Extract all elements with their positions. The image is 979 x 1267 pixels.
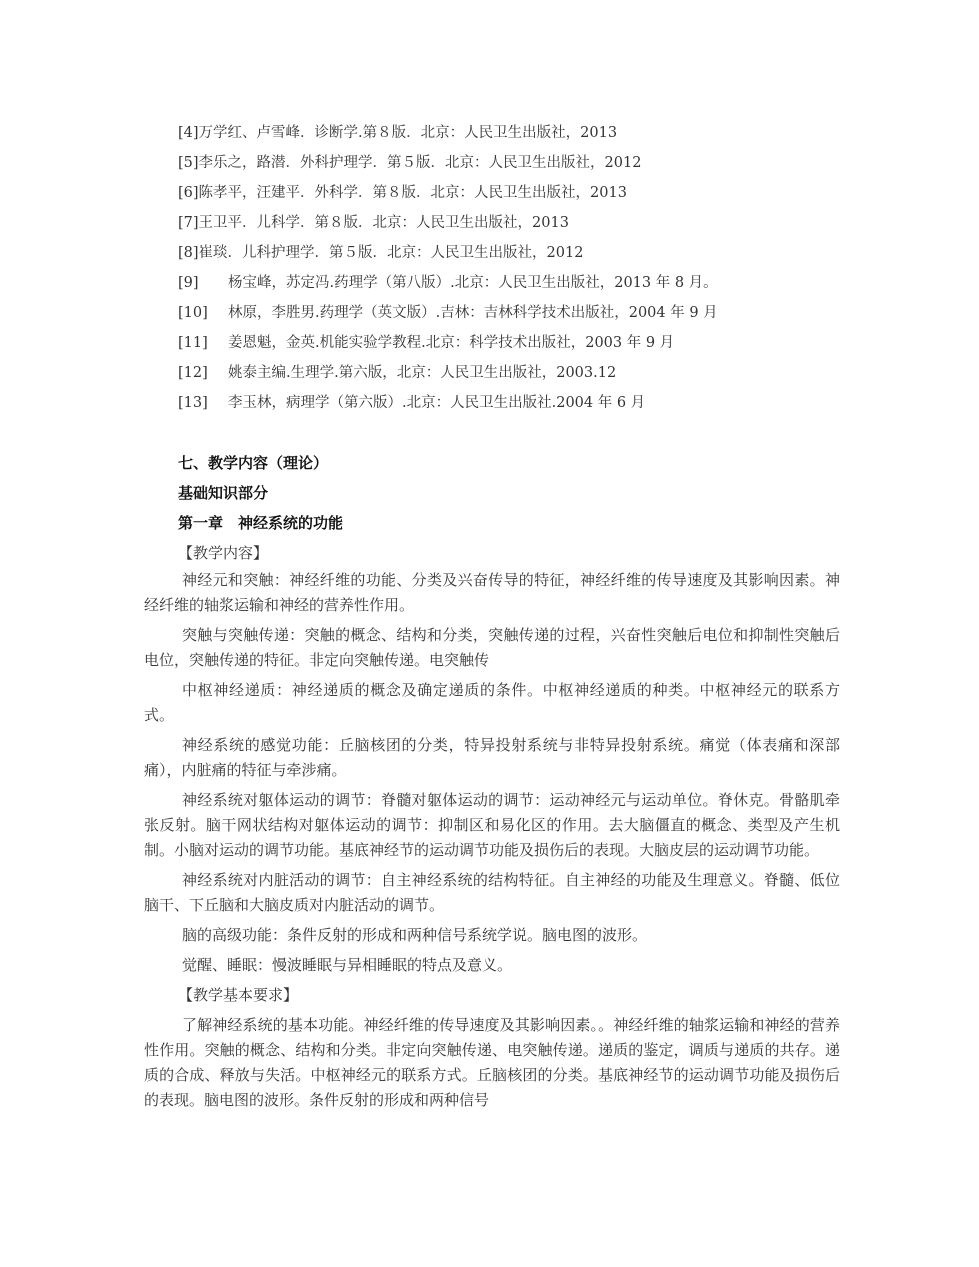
reference-text: 王卫平．儿科学．第８版．北京：人民卫生出版社，2013: [198, 215, 569, 231]
reference-item: [178, 388, 878, 418]
reference-number: [12]: [178, 365, 208, 381]
reference-text: 陈孝平，汪建平．外科学．第８版．北京：人民卫生出版社，2013: [198, 185, 627, 201]
reference-item: [178, 238, 878, 268]
reference-number: [10]: [178, 305, 208, 321]
reference-text: 林原，李胜男.药理学（英文版）.吉林：吉林科学技术出版社，2004 年 9 月: [228, 305, 718, 321]
content-label: 【教学内容】: [178, 544, 269, 562]
paragraph-sensory-function: 神经系统的感觉功能：丘脑核团的分类，特异投射系统与非特异投射系统。痛觉（体表痛和深部痛），内脏痛的特征与牵涉痛。: [144, 736, 840, 779]
paragraph-synaptic-transmission: 突触与突触传递：突触的概念、结构和分类，突触传递的过程，兴奋性突触后电位和抑制性突触后电位，突触传递的特征。非定向突触传递。电突触传: [144, 626, 840, 669]
reference-number: [6]: [178, 185, 199, 201]
paragraph-requirements: 了解神经系统的基本功能。神经纤维的传导速度及其影响因素。。神经纤维的轴浆运输和神经的营养性作用。突触的概念、结构和分类。非定向突触传递、电突触传递。递质的鉴定，调质与递质的共存。递质的合成、释放与失活。中枢神经元的联系方式。丘脑核团的分类。基底神经节的运动调节功能及损伤后的表现。脑电图的波形。条件反射的形成和两种信号: [144, 1016, 840, 1109]
paragraph-higher-functions: 脑的高级功能：条件反射的形成和两种信号系统学说。脑电图的波形。: [182, 926, 648, 944]
reference-item: [178, 358, 878, 388]
section-header: [178, 448, 878, 568]
reference-number: [8]: [178, 245, 199, 261]
reference-number: [5]: [178, 155, 199, 171]
reference-item: [178, 178, 878, 208]
paragraph-neurotransmitters: 中枢神经递质：神经递质的概念及确定递质的条件。中枢神经递质的种类。中枢神经元的联系方式。: [144, 681, 840, 724]
reference-text: 李乐之，路潜．外科护理学．第５版．北京：人民卫生出版社，2012: [198, 155, 642, 171]
reference-item: [178, 298, 878, 328]
reference-text: 李玉林，病理学（第六版）.北京：人民卫生出版社.2004 年 6 月: [228, 395, 646, 411]
reference-text: 姚泰主编.生理学.第六版，北京：人民卫生出版社，2003.12: [228, 365, 617, 381]
reference-number: [4]: [178, 125, 199, 141]
reference-text: 杨宝峰，苏定冯.药理学（第八版）.北京：人民卫生出版社，2013 年 8 月。: [228, 275, 718, 291]
reference-item: [178, 328, 878, 358]
reference-item: [178, 268, 878, 298]
section-subtitle: 基础知识部分: [178, 484, 269, 502]
reference-item: [178, 148, 878, 178]
paragraph-visceral-regulation: 神经系统对内脏活动的调节：自主神经系统的结构特征。自主神经的功能及生理意义。脊髓、低位脑干、下丘脑和大脑皮质对内脏活动的调节。: [144, 871, 840, 914]
chapter-body: [144, 568, 840, 1118]
requirements-label: 【教学基本要求】: [178, 986, 299, 1004]
paragraph-motor-regulation: 神经系统对躯体运动的调节：脊髓对躯体运动的调节：运动神经元与运动单位。脊休克。骨骼肌牵张反射。脑干网状结构对躯体运动的调节：抑制区和易化区的作用。去大脑僵直的概念、类型及产生机制。小脑对运动的调节功能。基底神经节的运动调节功能及损伤后的表现。大脑皮层的运动调节功能。: [144, 791, 840, 859]
reference-number: [7]: [178, 215, 199, 231]
reference-text: 姜恩魁，金英.机能实验学教程.北京：科学技术出版社，2003 年 9 月: [228, 335, 675, 351]
reference-number: [9]: [178, 275, 199, 291]
section-title: 七、教学内容（理论）: [178, 454, 329, 472]
reference-number: [11]: [178, 335, 208, 351]
paragraph-neurons-synapses: 神经元和突触：神经纤维的功能、分类及兴奋传导的特征，神经纤维的传导速度及其影响因素。神经纤维的轴浆运输和神经的营养性作用。: [144, 571, 840, 614]
paragraph-sleep: 觉醒、睡眠：慢波睡眠与异相睡眠的特点及意义。: [182, 956, 513, 974]
reference-text: 万学红、卢雪峰．诊断学.第８版．北京：人民卫生出版社，2013: [198, 125, 618, 141]
reference-item: [178, 208, 878, 238]
reference-list: [178, 118, 878, 418]
reference-item: [178, 118, 878, 148]
reference-text: 崔琰．儿科护理学．第５版．北京：人民卫生出版社，2012: [198, 245, 584, 261]
reference-number: [13]: [178, 395, 208, 411]
chapter-title: 第一章 神经系统的功能: [178, 514, 344, 532]
